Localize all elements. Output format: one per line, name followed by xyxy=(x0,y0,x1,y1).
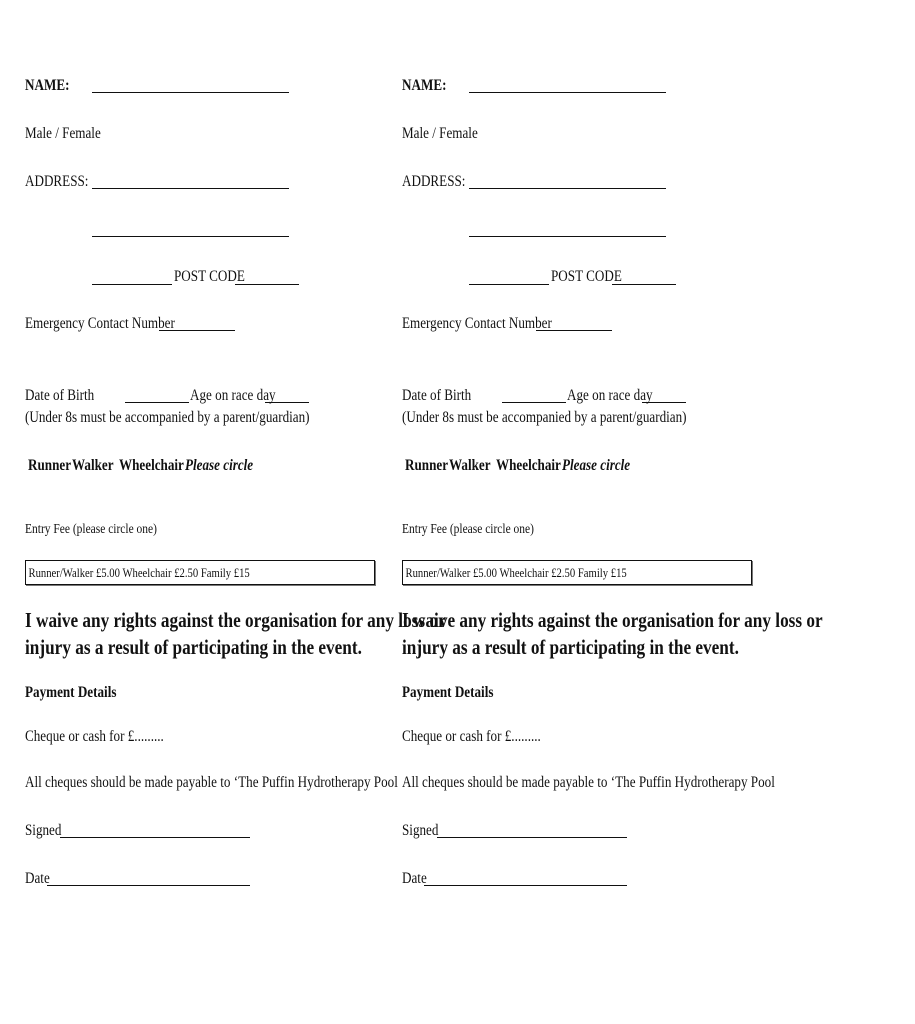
age-field[interactable] xyxy=(265,402,309,403)
post-code-field[interactable] xyxy=(612,284,676,285)
emergency-contact-field[interactable] xyxy=(159,330,235,331)
please-circle-note: Please circle xyxy=(185,457,254,474)
signed-label: Signed xyxy=(402,822,439,839)
category-runner[interactable]: Runner xyxy=(28,457,72,474)
post-code-field[interactable] xyxy=(235,284,299,285)
emergency-contact-label: Emergency Contact Number xyxy=(25,315,175,332)
dob-label: Date of Birth xyxy=(402,387,472,404)
signed-label: Signed xyxy=(25,822,62,839)
category-wheelchair[interactable]: Wheelchair xyxy=(119,457,184,474)
age-field[interactable] xyxy=(642,402,686,403)
category-walker[interactable]: Walker xyxy=(449,457,491,474)
category-walker[interactable]: Walker xyxy=(72,457,114,474)
date-field[interactable] xyxy=(47,885,250,886)
under8-note: (Under 8s must be accompanied by a parent/guardian) xyxy=(25,409,310,426)
name-field[interactable] xyxy=(469,92,666,93)
address-line-2[interactable] xyxy=(469,236,666,237)
address-line-1[interactable] xyxy=(469,188,666,189)
dob-label: Date of Birth xyxy=(25,387,95,404)
name-label: NAME: xyxy=(25,77,70,94)
address-line-2[interactable] xyxy=(92,236,289,237)
address-line-1[interactable] xyxy=(92,188,289,189)
name-label: NAME: xyxy=(402,77,447,94)
under8-note: (Under 8s must be accompanied by a parent/guardian) xyxy=(402,409,687,426)
age-label: Age on race day xyxy=(567,387,653,404)
post-code-label: POST CODE xyxy=(551,268,622,285)
date-label: Date xyxy=(25,870,50,887)
dob-field[interactable] xyxy=(125,402,189,403)
category-wheelchair[interactable]: Wheelchair xyxy=(496,457,561,474)
name-field[interactable] xyxy=(92,92,289,93)
gender-option[interactable]: Male / Female xyxy=(25,125,101,142)
please-circle-note: Please circle xyxy=(562,457,631,474)
gender-option[interactable]: Male / Female xyxy=(402,125,478,142)
emergency-contact-field[interactable] xyxy=(536,330,612,331)
category-runner[interactable]: Runner xyxy=(405,457,449,474)
post-code-label: POST CODE xyxy=(174,268,245,285)
address-label: ADDRESS: xyxy=(402,173,466,190)
date-field[interactable] xyxy=(424,885,627,886)
dob-field[interactable] xyxy=(502,402,566,403)
age-label: Age on race day xyxy=(190,387,276,404)
entry-fee-label: Entry Fee (please circle one) xyxy=(402,522,534,537)
entry-form-left xyxy=(25,0,446,1024)
address-label: ADDRESS: xyxy=(25,173,89,190)
address-line-3[interactable] xyxy=(469,284,549,285)
signature-field[interactable] xyxy=(60,837,250,838)
waiver-statement: I waive any rights against the organisation for any loss or injury as a result of participating in the event. xyxy=(25,608,446,659)
waiver-statement: I waive any rights against the organisation for any loss or injury as a result of participating in the event. xyxy=(402,608,823,659)
payment-heading: Payment Details xyxy=(25,684,117,701)
cheque-text: Cheque or cash for £......... xyxy=(402,728,541,745)
payable-text: All cheques should be made payable to ‘The Puffin Hydrotherapy Pool xyxy=(25,774,398,791)
entry-form-right xyxy=(402,0,823,1024)
address-line-3[interactable] xyxy=(92,284,172,285)
emergency-contact-label: Emergency Contact Number xyxy=(402,315,552,332)
fee-options-box[interactable]: Runner/Walker £5.00 Wheelchair £2.50 Family £15 xyxy=(402,560,752,585)
payable-text: All cheques should be made payable to ‘The Puffin Hydrotherapy Pool xyxy=(402,774,775,791)
cheque-text: Cheque or cash for £......... xyxy=(25,728,164,745)
signature-field[interactable] xyxy=(437,837,627,838)
payment-heading: Payment Details xyxy=(402,684,494,701)
date-label: Date xyxy=(402,870,427,887)
fee-options-box[interactable]: Runner/Walker £5.00 Wheelchair £2.50 Family £15 xyxy=(25,560,375,585)
entry-fee-label: Entry Fee (please circle one) xyxy=(25,522,157,537)
